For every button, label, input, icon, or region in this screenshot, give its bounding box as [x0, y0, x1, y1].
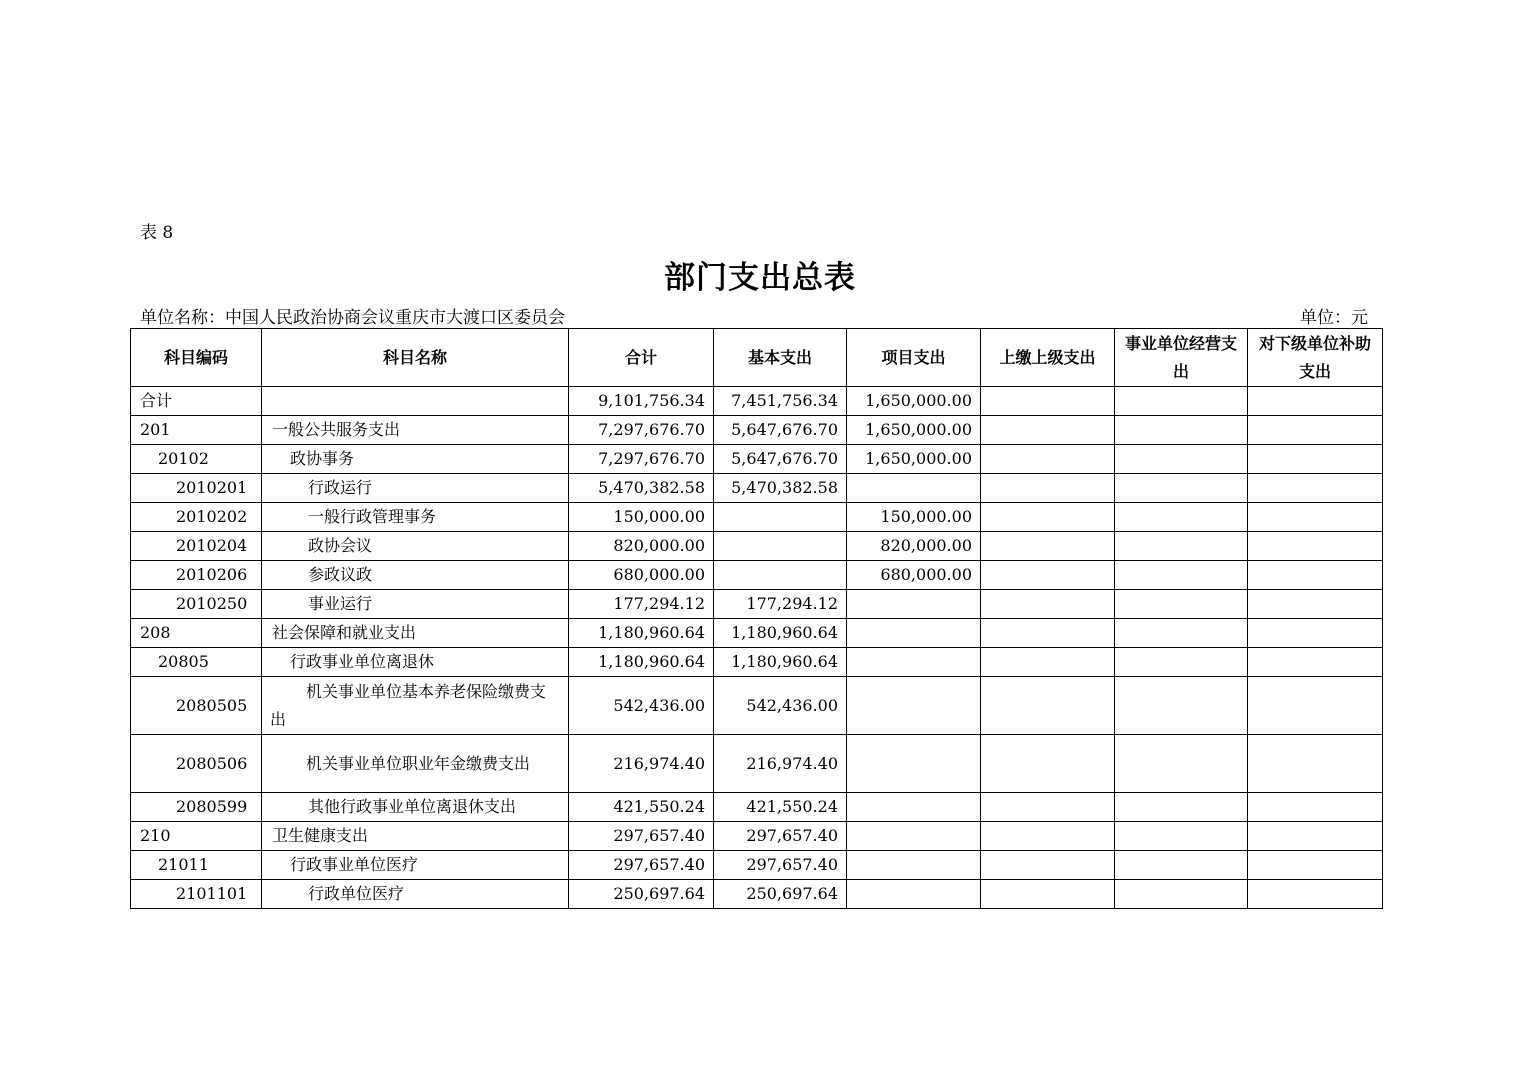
table-row — [131, 387, 1383, 416]
cell-basic: 1,180,960.64 — [714, 619, 847, 648]
table-row — [131, 793, 1383, 822]
cell-project — [847, 474, 981, 503]
cell-total: 680,000.00 — [569, 561, 714, 590]
header-project: 项目支出 — [847, 329, 981, 387]
cell-code: 2080599 — [131, 793, 262, 822]
cell-basic: 1,180,960.64 — [714, 648, 847, 677]
cell-code: 208 — [131, 619, 262, 648]
cell-project: 820,000.00 — [847, 532, 981, 561]
table-row — [131, 619, 1383, 648]
table-row — [131, 648, 1383, 677]
cell-business — [1115, 532, 1248, 561]
cell-name: 一般行政管理事务 — [262, 503, 569, 532]
cell-code: 2010206 — [131, 561, 262, 590]
cell-project — [847, 677, 981, 735]
cell-subsidy — [1248, 532, 1383, 561]
cell-subsidy — [1248, 735, 1383, 793]
cell-project — [847, 822, 981, 851]
table-row — [131, 503, 1383, 532]
cell-business — [1115, 851, 1248, 880]
cell-subsidy — [1248, 822, 1383, 851]
cell-basic — [714, 503, 847, 532]
cell-project: 680,000.00 — [847, 561, 981, 590]
cell-name: 行政单位医疗 — [262, 880, 569, 909]
cell-project: 150,000.00 — [847, 503, 981, 532]
table-row — [131, 677, 1383, 735]
cell-code: 2080506 — [131, 735, 262, 793]
cell-project: 1,650,000.00 — [847, 445, 981, 474]
cell-name: 行政事业单位离退休 — [262, 648, 569, 677]
cell-name: 政协会议 — [262, 532, 569, 561]
table-row — [131, 590, 1383, 619]
table-row — [131, 880, 1383, 909]
cell-code: 20805 — [131, 648, 262, 677]
cell-upper — [981, 677, 1115, 735]
cell-total: 9,101,756.34 — [569, 387, 714, 416]
cell-subsidy — [1248, 445, 1383, 474]
cell-code: 20102 — [131, 445, 262, 474]
cell-code: 201 — [131, 416, 262, 445]
cell-total: 216,974.40 — [569, 735, 714, 793]
cell-project: 1,650,000.00 — [847, 416, 981, 445]
cell-basic: 5,647,676.70 — [714, 445, 847, 474]
cell-total: 421,550.24 — [569, 793, 714, 822]
header-upper: 上缴上级支出 — [981, 329, 1115, 387]
cell-business — [1115, 677, 1248, 735]
header-name: 科目名称 — [262, 329, 569, 387]
cell-basic — [714, 532, 847, 561]
cell-upper — [981, 648, 1115, 677]
cell-basic: 5,647,676.70 — [714, 416, 847, 445]
cell-subsidy — [1248, 387, 1383, 416]
cell-subsidy — [1248, 851, 1383, 880]
cell-basic: 297,657.40 — [714, 822, 847, 851]
cell-business — [1115, 503, 1248, 532]
cell-name-text: 机关事业单位职业年金缴费支出 — [306, 753, 531, 773]
cell-basic: 421,550.24 — [714, 793, 847, 822]
cell-upper — [981, 822, 1115, 851]
table-row — [131, 822, 1383, 851]
cell-total: 1,180,960.64 — [569, 648, 714, 677]
header-business: 事业单位经营支出 — [1115, 329, 1248, 387]
cell-business — [1115, 474, 1248, 503]
cell-upper — [981, 880, 1115, 909]
cell-code: 2080505 — [131, 677, 262, 735]
cell-name: 行政事业单位医疗 — [262, 851, 569, 880]
table-row — [131, 445, 1383, 474]
cell-project — [847, 793, 981, 822]
table-number: 表 8 — [140, 223, 174, 243]
table-row — [131, 851, 1383, 880]
cell-name: 卫生健康支出 — [262, 822, 569, 851]
cell-upper — [981, 561, 1115, 590]
cell-basic: 250,697.64 — [714, 880, 847, 909]
cell-project — [847, 851, 981, 880]
cell-upper — [981, 735, 1115, 793]
expenditure-table — [130, 328, 1383, 909]
cell-upper — [981, 851, 1115, 880]
cell-code: 2010201 — [131, 474, 262, 503]
cell-name: 一般公共服务支出 — [262, 416, 569, 445]
cell-project — [847, 880, 981, 909]
cell-total: 297,657.40 — [569, 822, 714, 851]
cell-basic: 7,451,756.34 — [714, 387, 847, 416]
table-row — [131, 735, 1383, 793]
cell-basic: 297,657.40 — [714, 851, 847, 880]
cell-basic: 5,470,382.58 — [714, 474, 847, 503]
cell-total: 7,297,676.70 — [569, 445, 714, 474]
cell-subsidy — [1248, 474, 1383, 503]
cell-business — [1115, 822, 1248, 851]
cell-name-text: 机关事业单位基本养老保险缴费支出 — [270, 681, 547, 729]
cell-total: 150,000.00 — [569, 503, 714, 532]
cell-business — [1115, 648, 1248, 677]
cell-upper — [981, 474, 1115, 503]
cell-subsidy — [1248, 648, 1383, 677]
header-basic: 基本支出 — [714, 329, 847, 387]
table-header-row — [131, 329, 1383, 387]
cell-basic — [714, 561, 847, 590]
cell-total: 7,297,676.70 — [569, 416, 714, 445]
cell-upper — [981, 387, 1115, 416]
cell-basic: 177,294.12 — [714, 590, 847, 619]
cell-subsidy — [1248, 590, 1383, 619]
cell-code: 合计 — [131, 387, 262, 416]
cell-subsidy — [1248, 561, 1383, 590]
cell-subsidy — [1248, 503, 1383, 532]
cell-total: 177,294.12 — [569, 590, 714, 619]
cell-subsidy — [1248, 619, 1383, 648]
cell-name — [262, 387, 569, 416]
cell-business — [1115, 880, 1248, 909]
cell-total: 542,436.00 — [569, 677, 714, 735]
cell-project — [847, 648, 981, 677]
cell-subsidy — [1248, 793, 1383, 822]
cell-upper — [981, 590, 1115, 619]
cell-project — [847, 619, 981, 648]
cell-name — [262, 677, 569, 735]
cell-total: 1,180,960.64 — [569, 619, 714, 648]
cell-total: 820,000.00 — [569, 532, 714, 561]
cell-business — [1115, 735, 1248, 793]
cell-upper — [981, 503, 1115, 532]
cell-code: 2010250 — [131, 590, 262, 619]
cell-code: 2010204 — [131, 532, 262, 561]
unit-name: 单位名称：中国人民政治协商会议重庆市大渡口区委员会 — [140, 308, 565, 328]
cell-name: 行政运行 — [262, 474, 569, 503]
cell-project — [847, 590, 981, 619]
cell-name: 事业运行 — [262, 590, 569, 619]
cell-upper — [981, 532, 1115, 561]
cell-upper — [981, 416, 1115, 445]
cell-basic: 216,974.40 — [714, 735, 847, 793]
page-title: 部门支出总表 — [664, 260, 856, 296]
cell-code: 2010202 — [131, 503, 262, 532]
cell-basic: 542,436.00 — [714, 677, 847, 735]
currency-unit: 单位：元 — [1300, 308, 1368, 328]
cell-name: 社会保障和就业支出 — [262, 619, 569, 648]
cell-code: 21011 — [131, 851, 262, 880]
cell-upper — [981, 445, 1115, 474]
cell-business — [1115, 445, 1248, 474]
cell-project — [847, 735, 981, 793]
table-row — [131, 416, 1383, 445]
cell-subsidy — [1248, 677, 1383, 735]
cell-name: 其他行政事业单位离退休支出 — [262, 793, 569, 822]
table-row — [131, 532, 1383, 561]
cell-project: 1,650,000.00 — [847, 387, 981, 416]
cell-business — [1115, 561, 1248, 590]
cell-business — [1115, 793, 1248, 822]
cell-subsidy — [1248, 880, 1383, 909]
cell-upper — [981, 793, 1115, 822]
cell-business — [1115, 416, 1248, 445]
cell-business — [1115, 590, 1248, 619]
table-row — [131, 561, 1383, 590]
header-subsidy: 对下级单位补助支出 — [1248, 329, 1383, 387]
table-row — [131, 474, 1383, 503]
header-code: 科目编码 — [131, 329, 262, 387]
cell-total: 297,657.40 — [569, 851, 714, 880]
cell-business — [1115, 619, 1248, 648]
cell-upper — [981, 619, 1115, 648]
cell-total: 5,470,382.58 — [569, 474, 714, 503]
cell-code: 210 — [131, 822, 262, 851]
cell-name — [262, 735, 569, 793]
cell-name: 政协事务 — [262, 445, 569, 474]
cell-total: 250,697.64 — [569, 880, 714, 909]
header-total: 合计 — [569, 329, 714, 387]
cell-name: 参政议政 — [262, 561, 569, 590]
cell-subsidy — [1248, 416, 1383, 445]
cell-code: 2101101 — [131, 880, 262, 909]
cell-business — [1115, 387, 1248, 416]
